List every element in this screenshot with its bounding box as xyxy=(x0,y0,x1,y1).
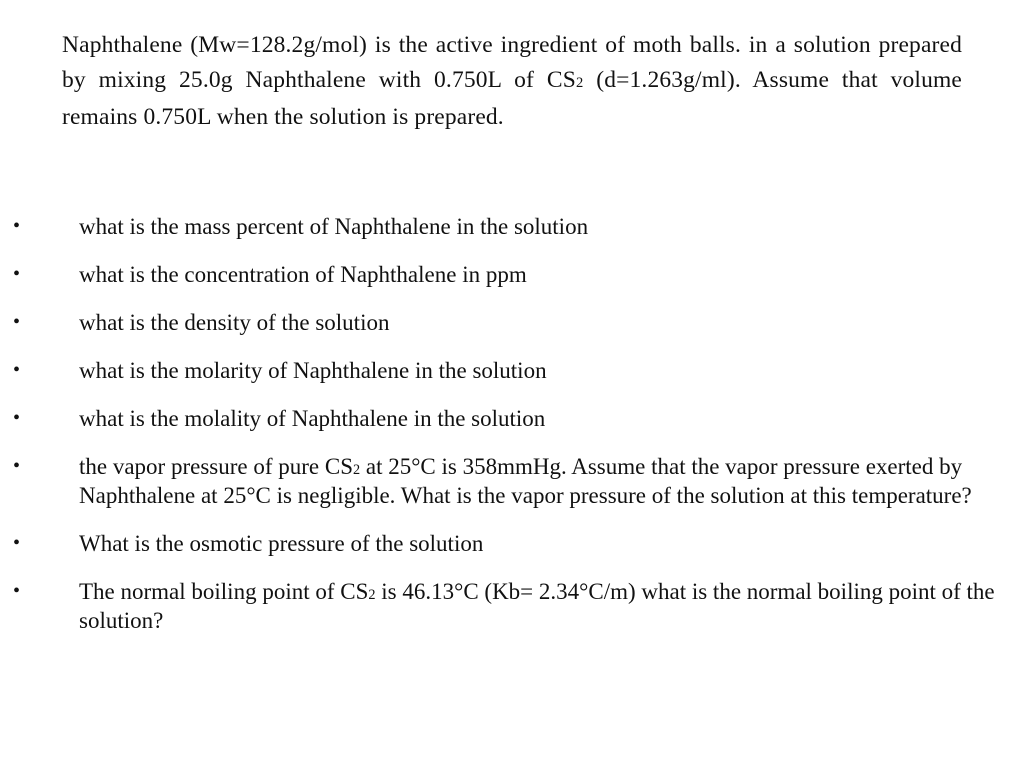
list-item xyxy=(0,454,1024,508)
problem-statement-text-cont: (d=1.263g/ml). Assume that volume remains 0.750L when the solution is prepared. xyxy=(62,66,963,130)
bullet-icon: • xyxy=(13,215,21,237)
list-item xyxy=(0,531,1024,556)
question-text-part: at 25°C is 358mmHg. Assume that the vapor pressure exerted by Naphthalene at 25°C is negligible. What is the vapor pressure of the solution at this temperature? xyxy=(79,454,972,508)
question-text: What is the osmotic pressure of the solution xyxy=(79,531,484,556)
bullet-icon: • xyxy=(13,580,21,602)
list-item xyxy=(0,310,1024,335)
question-text: what is the molality of Naphthalene in the solution xyxy=(79,406,546,431)
problem-statement-text: Naphthalene (Mw=128.2g/mol) is the active ingredient of moth balls. in a solution prepared by mixing 25.0g Naphthalene with 0.750L of CS xyxy=(62,32,962,93)
list-item xyxy=(0,262,1024,287)
problem-statement xyxy=(62,28,962,135)
question-text-part: is 46.13°C (Kb= 2.34°C/m) what is the normal boiling point of the solution? xyxy=(79,579,995,633)
question-list xyxy=(0,214,1024,633)
question-text: what is the density of the solution xyxy=(79,310,390,335)
bullet-icon: • xyxy=(13,359,21,381)
bullet-icon: • xyxy=(13,407,21,429)
subscript-2: 2 xyxy=(368,587,376,603)
bullet-icon: • xyxy=(13,263,21,285)
list-item xyxy=(0,406,1024,431)
bullet-icon: • xyxy=(13,455,21,477)
question-text-part: the vapor pressure of pure CS xyxy=(79,454,354,479)
list-item xyxy=(0,214,1024,239)
question-text: what is the concentration of Naphthalene in ppm xyxy=(79,262,527,287)
question-text xyxy=(79,454,1014,508)
bullet-icon: • xyxy=(13,532,21,554)
subscript-2: 2 xyxy=(353,462,361,478)
question-text-part: The normal boiling point of CS xyxy=(79,579,369,604)
question-text: what is the molarity of Naphthalene in the solution xyxy=(79,358,547,383)
list-item xyxy=(0,579,1024,633)
bullet-icon: • xyxy=(13,311,21,333)
subscript-2: 2 xyxy=(575,74,584,91)
question-text: what is the mass percent of Naphthalene in the solution xyxy=(79,214,589,239)
list-item xyxy=(0,358,1024,383)
question-text xyxy=(79,579,1014,633)
